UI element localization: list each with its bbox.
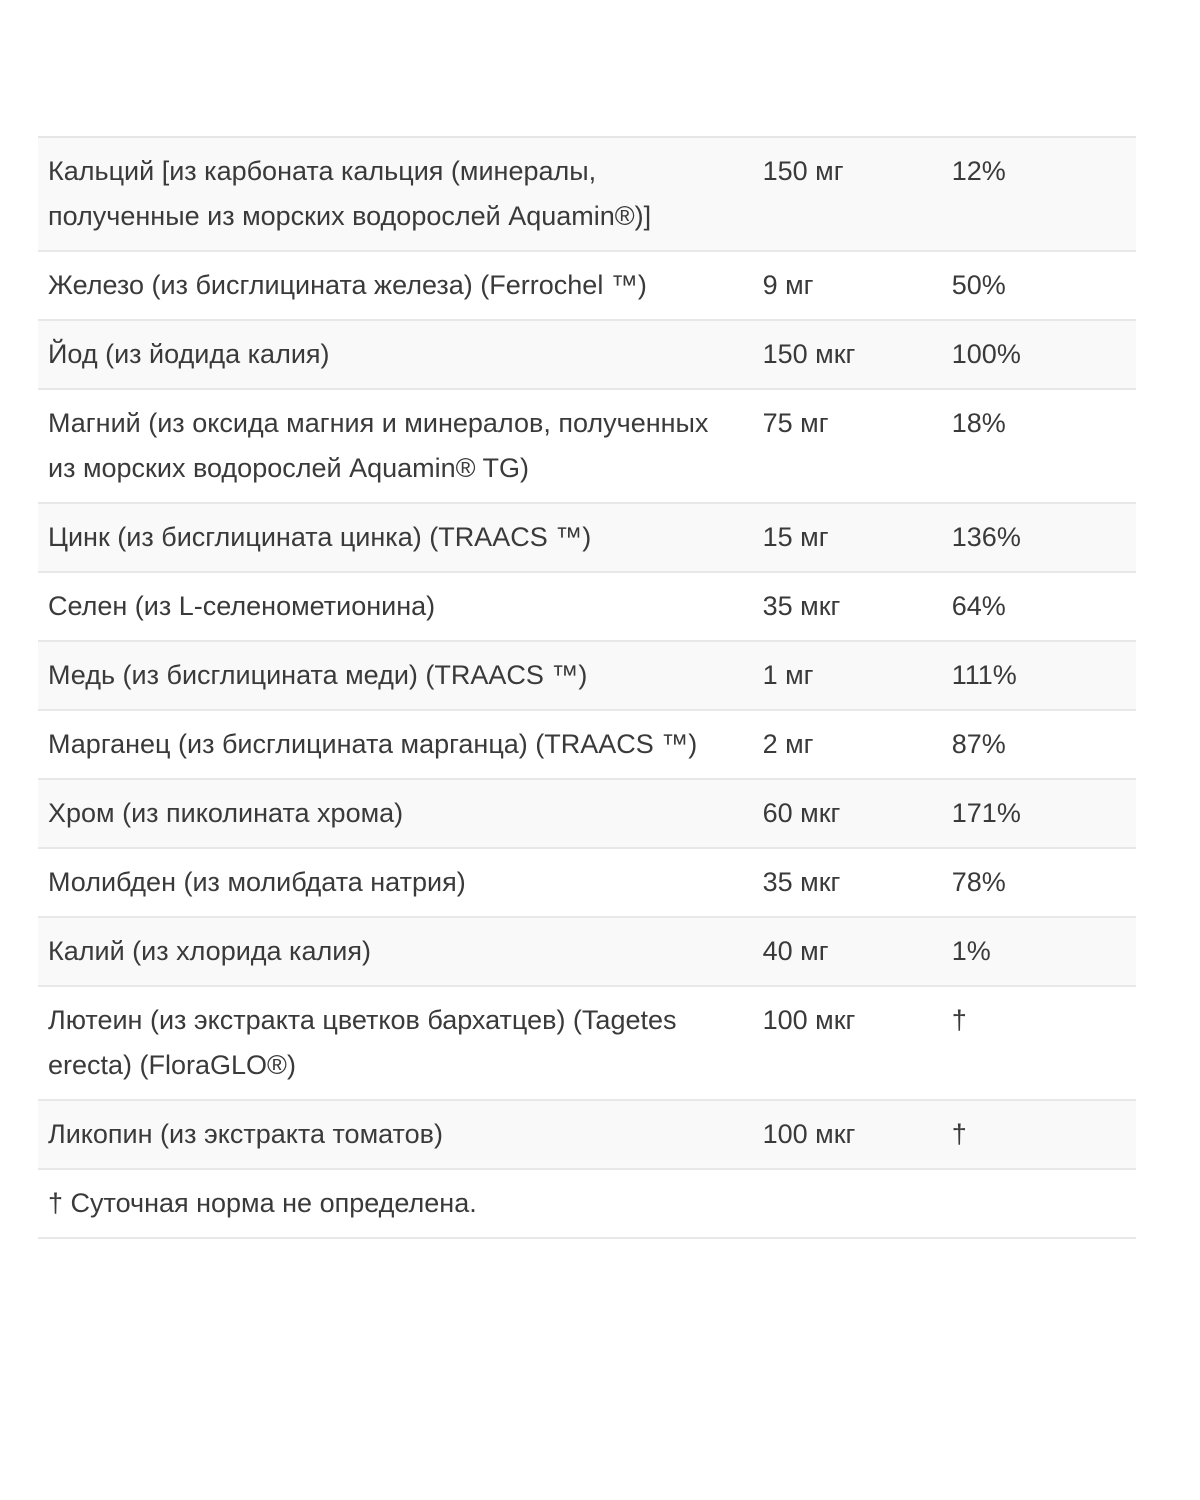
nutrient-amount: 2 мг — [753, 710, 942, 779]
nutrient-daily-value: 1% — [942, 917, 1136, 986]
table-row — [38, 779, 1136, 848]
table-row — [38, 641, 1136, 710]
nutrient-name: Магний (из оксида магния и минералов, полученных из морских водорослей Aquamin® TG) — [38, 389, 753, 503]
nutrient-daily-value: 12% — [942, 137, 1136, 251]
nutrient-daily-value: 100% — [942, 320, 1136, 389]
footnote-text: † Суточная норма не определена. — [38, 1169, 1136, 1238]
nutrient-amount: 150 мкг — [753, 320, 942, 389]
nutrient-daily-value: 50% — [942, 251, 1136, 320]
nutrient-name: Лютеин (из экстракта цветков бархатцев) (Tagetes erecta) (FloraGLO®) — [38, 986, 753, 1100]
nutrient-daily-value: 171% — [942, 779, 1136, 848]
table-row — [38, 137, 1136, 251]
nutrient-amount: 15 мг — [753, 503, 942, 572]
nutrient-name: Медь (из бисглицината меди) (TRAACS ™) — [38, 641, 753, 710]
nutrient-amount: 9 мг — [753, 251, 942, 320]
table-row — [38, 389, 1136, 503]
table-row — [38, 848, 1136, 917]
nutrient-name: Ликопин (из экстракта томатов) — [38, 1100, 753, 1169]
table-row — [38, 572, 1136, 641]
nutrient-name: Молибден (из молибдата натрия) — [38, 848, 753, 917]
nutrient-daily-value: 87% — [942, 710, 1136, 779]
nutrient-daily-value: 136% — [942, 503, 1136, 572]
nutrient-amount: 35 мкг — [753, 848, 942, 917]
nutrient-amount: 1 мг — [753, 641, 942, 710]
table-row — [38, 1100, 1136, 1169]
nutrient-daily-value: 111% — [942, 641, 1136, 710]
table-row — [38, 710, 1136, 779]
nutrient-name: Марганец (из бисглицината марганца) (TRAACS ™) — [38, 710, 753, 779]
nutrient-name: Кальций [из карбоната кальция (минералы, полученные из морских водорослей Aquamin®)] — [38, 137, 753, 251]
table-row — [38, 986, 1136, 1100]
nutrient-amount: 75 мг — [753, 389, 942, 503]
nutrient-daily-value: † — [942, 986, 1136, 1100]
nutrient-name: Калий (из хлорида калия) — [38, 917, 753, 986]
nutrient-name: Железо (из бисглицината железа) (Ferrochel ™) — [38, 251, 753, 320]
nutrient-daily-value: 64% — [942, 572, 1136, 641]
table-row — [38, 917, 1136, 986]
table-row — [38, 251, 1136, 320]
nutrient-name: Хром (из пиколината хрома) — [38, 779, 753, 848]
nutrition-facts-table — [38, 136, 1136, 1239]
nutrient-name: Селен (из L-селенометионина) — [38, 572, 753, 641]
nutrient-name: Йод (из йодида калия) — [38, 320, 753, 389]
nutrient-amount: 35 мкг — [753, 572, 942, 641]
table-row — [38, 320, 1136, 389]
nutrient-amount: 150 мг — [753, 137, 942, 251]
nutrient-daily-value: † — [942, 1100, 1136, 1169]
footnote-row — [38, 1169, 1136, 1238]
nutrient-amount: 40 мг — [753, 917, 942, 986]
nutrient-daily-value: 78% — [942, 848, 1136, 917]
nutrient-amount: 100 мкг — [753, 986, 942, 1100]
nutrient-name: Цинк (из бисглицината цинка) (TRAACS ™) — [38, 503, 753, 572]
nutrient-amount: 100 мкг — [753, 1100, 942, 1169]
table-row — [38, 503, 1136, 572]
nutrient-daily-value: 18% — [942, 389, 1136, 503]
nutrient-amount: 60 мкг — [753, 779, 942, 848]
